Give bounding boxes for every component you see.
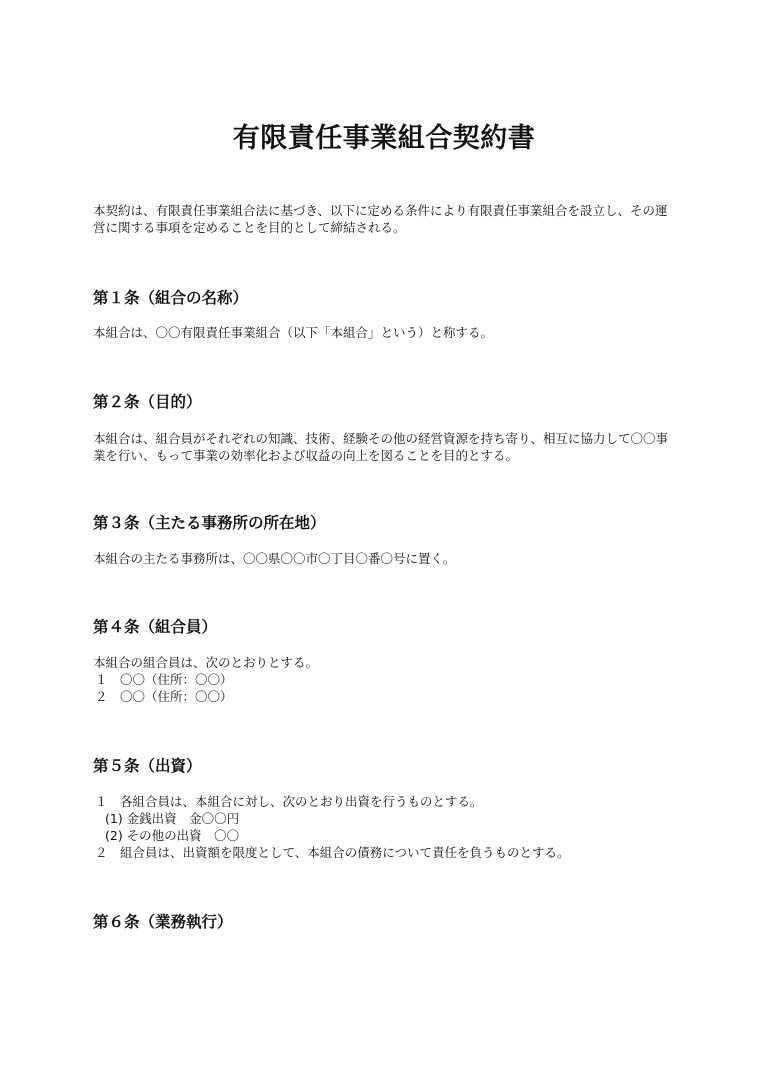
article-2-body: 本組合は、組合員がそれぞれの知識、技術、経験その他の経営資源を持ち寄り、相互に協力して〇〇事業を行い、もって事業の効率化および収益の向上を図ることを目的とする。	[93, 431, 669, 463]
article-5-item-1: １ 各組合員は、本組合に対し、次のとおり出資を行うものとする。	[95, 794, 483, 809]
article-1-body-block	[93, 324, 673, 341]
article-3-body: 本組合の主たる事務所は、〇〇県〇〇市〇丁目〇番〇号に置く。	[93, 551, 456, 566]
article-3	[93, 513, 673, 533]
preamble	[93, 202, 673, 236]
article-4-item-1: １ 〇〇（住所：〇〇）	[95, 672, 233, 687]
article-5-body-block	[93, 793, 673, 861]
article-4-item-2: ２ 〇〇（住所：〇〇）	[95, 689, 233, 704]
article-4-body-block	[93, 654, 673, 705]
article-5-subitem-2: (2) その他の出資 〇〇	[105, 828, 240, 843]
preamble-text: 本契約は、有限責任事業組合法に基づき、以下に定める条件により有限責任事業組合を設立し、その運営に関する事項を定めることを目的として締結される。	[93, 203, 668, 235]
article-4	[93, 617, 673, 637]
article-1	[93, 288, 673, 308]
article-3-body-block	[93, 550, 673, 567]
article-4-heading: 第４条（組合員）	[93, 618, 218, 636]
article-6-heading: 第６条（業務執行）	[93, 913, 233, 931]
article-2	[93, 392, 673, 412]
article-4-body: 本組合の組合員は、次のとおりとする。	[93, 655, 319, 670]
article-5	[93, 756, 673, 776]
article-3-heading: 第３条（主たる事務所の所在地）	[93, 514, 326, 532]
article-1-body: 本組合は、〇〇有限責任事業組合（以下「本組合」という）と称する。	[93, 325, 494, 340]
article-1-heading: 第１条（組合の名称）	[93, 289, 249, 307]
document-title: 有限責任事業組合契約書	[232, 123, 536, 154]
article-5-heading: 第５条（出資）	[93, 757, 202, 775]
article-2-body-block	[93, 430, 673, 464]
article-5-subitem-1: (1) 金銭出資 金〇〇円	[105, 811, 240, 826]
article-5-item-2: ２ 組合員は、出資額を限度として、本組合の債務について責任を負うものとする。	[95, 845, 570, 860]
article-6	[93, 912, 673, 932]
article-2-heading: 第２条（目的）	[93, 393, 202, 411]
